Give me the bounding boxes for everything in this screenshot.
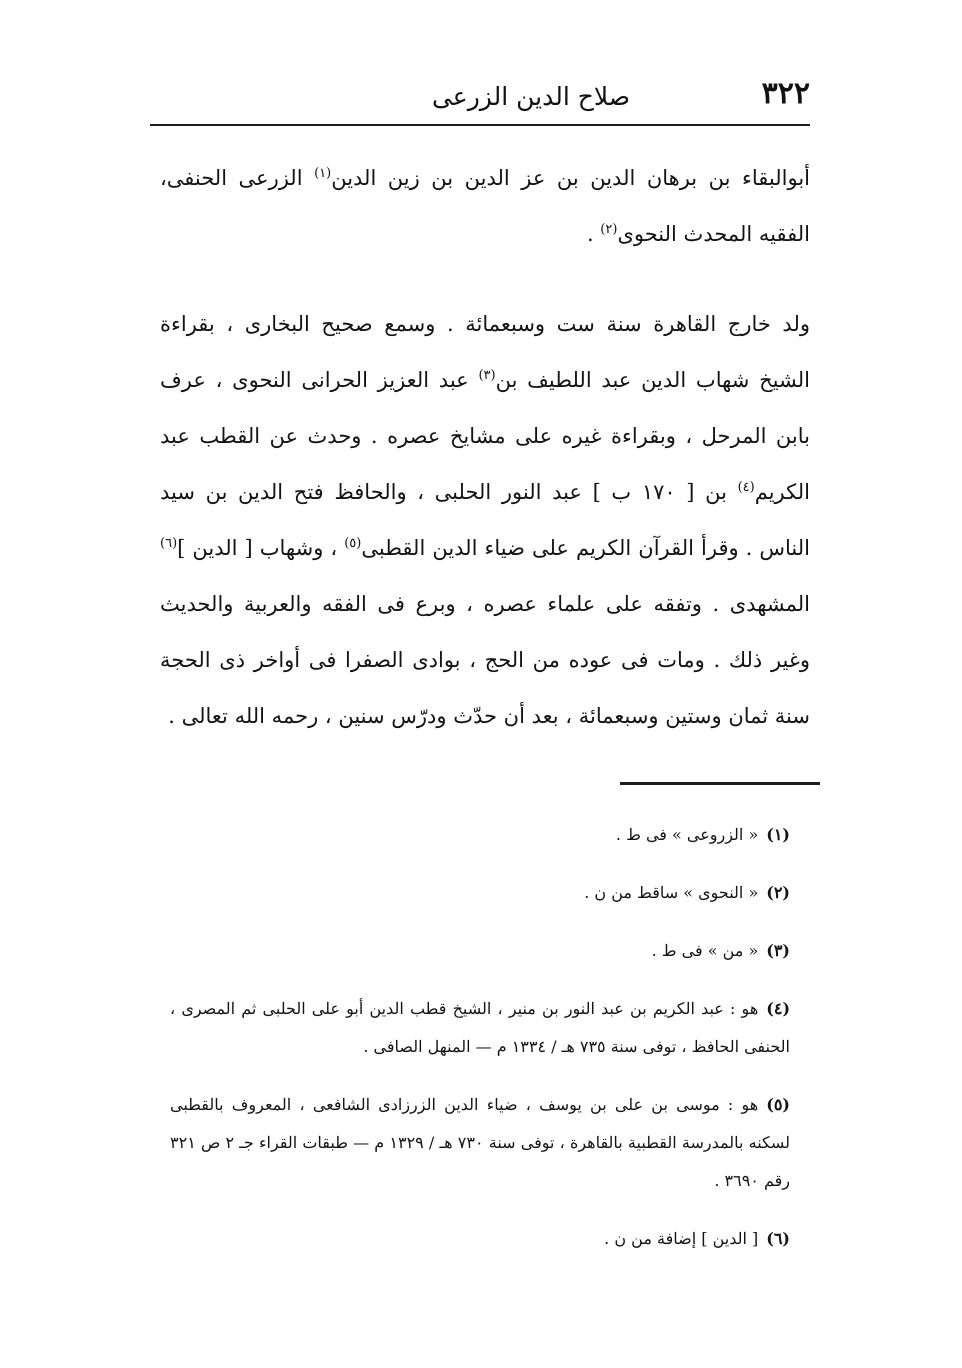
footnote-3	[170, 932, 790, 970]
footnote-reference: (٢)	[600, 222, 618, 237]
footnote-1	[170, 816, 790, 854]
footnote-number: (١)	[766, 825, 790, 844]
footnote-reference: (٤)	[737, 480, 755, 495]
footnote-number: (٥)	[766, 1095, 790, 1114]
footnote-5	[170, 1086, 790, 1200]
footnote-number: (٣)	[766, 941, 790, 960]
running-title: صلاح الدين الزرعى	[431, 82, 630, 111]
footnote-reference: (١)	[314, 166, 332, 181]
footnote-reference: (٦)	[160, 536, 178, 551]
footnote-number: (٤)	[766, 999, 791, 1018]
text-segment: المشهدى . وتفقه على علماء عصره ، وبرع فى الفقه والعربية والحديث وغير ذلك . ومات فى عوده من الحج ، بوادى الصفرا فى أواخر ذى الحجة سنة ثمان وستين وسبعمائة ، بعد أن حدّث ودرّس سنين ، رحمه الله تعالى .	[160, 592, 810, 728]
text-segment: عبد العزيز الحرانى النحوى ، عرف بابن المرحل ، وبقراءة غيره على مشايخ عصره . وحدث عن القطب عبد الكريم	[160, 368, 810, 504]
footnote-reference: (٣)	[478, 368, 496, 383]
footnote-rule	[620, 782, 820, 785]
footnote-text: « النحوى » ساقط من ن .	[584, 883, 759, 902]
header-rule	[150, 124, 810, 126]
footnote-text: هو : موسى بن على بن يوسف ، ضياء الدين الزرزادى الشافعى ، المعروف بالقطبى لسكنه بالمدرسة القطبية بالقاهرة ، توفى سنة ٧٣٠ هـ / ١٣٢٩ م — طبقات القراء جـ ٢ ص ٣٢١ رقم ٣٦٩٠ .	[170, 1095, 791, 1190]
footnotes	[170, 816, 790, 1278]
text-segment: أبوالبقاء بن برهان الدين بن عز الدين بن زين الدين	[331, 166, 810, 190]
text-segment: الزرعى الحنفى، الفقيه المحدث النحوى	[160, 166, 810, 246]
text-segment: ، وشهاب [ الدين ]	[177, 536, 345, 560]
footnote-text: « من » فى ط .	[651, 941, 759, 960]
footnote-text: هو : عبد الكريم بن عبد النور بن منير ، الشيخ قطب الدين أبو على الحلبى ثم المصرى ، الحنفى الحافظ ، توفى سنة ٧٣٥ هـ / ١٣٣٤ م — المنهل الصافى .	[170, 999, 790, 1056]
text-segment: ولد خارج القاهرة سنة ست وسبعمائة . وسمع صحيح البخارى ، بقراءة الشيخ شهاب الدين عبد اللطيف بن	[160, 312, 810, 392]
footnote-2	[170, 874, 790, 912]
text-segment: .	[586, 222, 601, 246]
footnote-text: « الزروعى » فى ط .	[615, 825, 759, 844]
paragraph-1	[160, 150, 810, 262]
text-segment: بن [ ١٧٠ ب ] عبد النور الحلبى ، والحافظ فتح الدين بن سيد الناس . وقرأ القرآن الكريم على ضياء الدين القطبى	[160, 480, 810, 560]
footnote-number: (٦)	[766, 1229, 790, 1248]
footnote-6	[170, 1220, 790, 1258]
page-header	[150, 72, 810, 122]
footnote-reference: (٥)	[344, 536, 362, 551]
footnote-number: (٢)	[766, 883, 790, 902]
page-number: ٣٢٢	[761, 76, 810, 111]
paragraph-2	[160, 296, 810, 744]
footnote-4	[170, 990, 790, 1066]
footnote-text: [ الدين ] إضافة من ن .	[604, 1229, 759, 1248]
main-text	[160, 150, 810, 744]
